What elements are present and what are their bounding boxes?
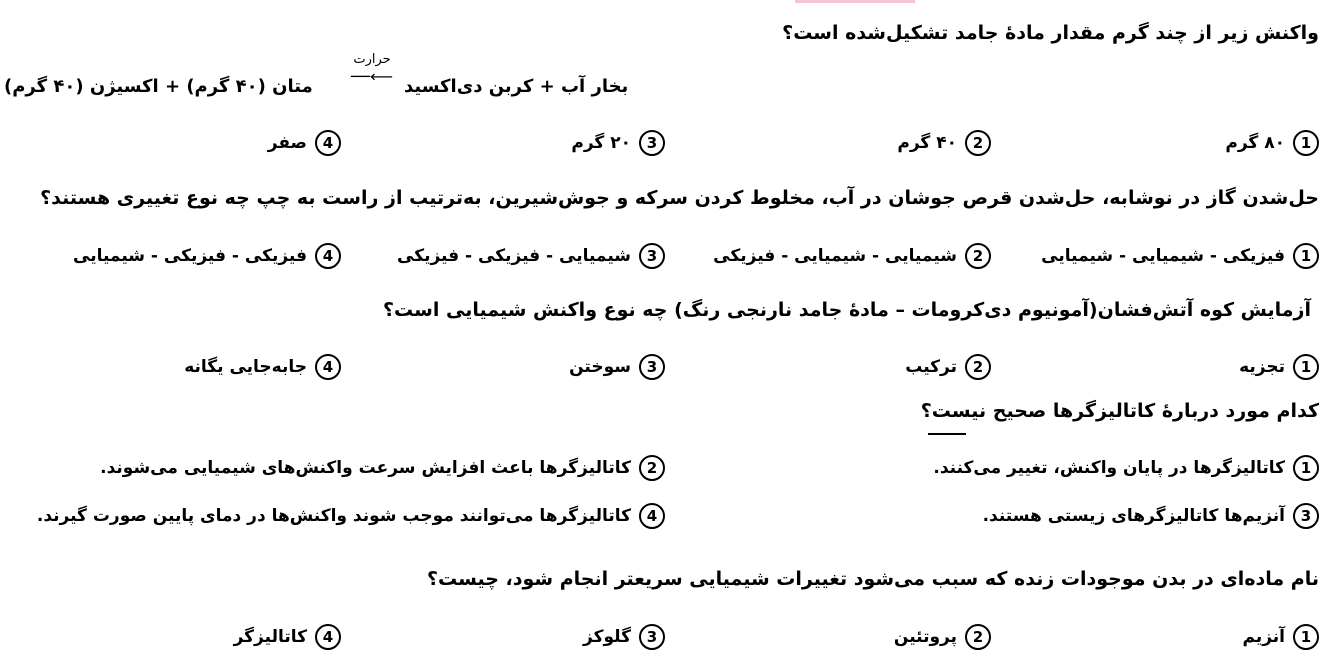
q5-option-1-text: آنزیم	[1242, 627, 1285, 647]
question-1-text: واکنش زیر از چند گرم مقدار مادهٔ جامد تشکیل‌شده است؟	[782, 22, 1319, 44]
q5-option-3-text: گلوکز	[583, 627, 631, 647]
q4-option-2-text: کاتالیزگرها باعث افزایش سرعت واکنش‌های شیمیایی می‌شوند.	[100, 458, 631, 478]
q3-option-4[interactable]	[184, 354, 341, 380]
reaction-condition: حرارت	[353, 52, 391, 67]
decorative-mark	[795, 0, 915, 3]
q4-option-4[interactable]	[37, 503, 665, 529]
reaction-arrow	[342, 52, 402, 86]
q1-option-2-text: ۴۰ گرم	[897, 133, 957, 153]
q2-option-2[interactable]	[713, 243, 991, 269]
q1-option-4-text: صفر	[267, 133, 307, 153]
q3-option-1-text: تجزیه	[1239, 357, 1285, 377]
option-number-badge: 3	[639, 624, 665, 650]
negation-underline	[928, 433, 966, 435]
option-number-badge: 4	[639, 503, 665, 529]
equation-products: بخار آب + کربن دی‌اکسید	[404, 76, 629, 97]
q2-option-3-text: شیمیایی - فیزیکی - فیزیکی	[397, 246, 631, 266]
question-3-text: آزمایش کوه آتش‌فشان(آمونیوم دی‌کرومات – مادهٔ جامد نارنجی رنگ) چه نوع واکنش شیمیایی است؟	[383, 299, 1311, 321]
q2-option-3[interactable]	[397, 243, 665, 269]
option-number-badge: 3	[639, 243, 665, 269]
option-number-badge: 1	[1293, 243, 1319, 269]
q3-option-3-text: سوختن	[569, 357, 631, 377]
q5-option-2-text: پروتئین	[893, 627, 957, 647]
option-number-badge: 4	[315, 130, 341, 156]
q5-option-4[interactable]	[234, 624, 341, 650]
q4-option-3-text: آنزیم‌ها کاتالیزگرهای زیستی هستند.	[982, 506, 1285, 526]
q4-option-2[interactable]	[100, 455, 665, 481]
arrow-icon: ⟵──	[350, 67, 394, 86]
q1-option-1-text: ۸۰ گرم	[1225, 133, 1285, 153]
option-number-badge: 2	[965, 130, 991, 156]
option-number-badge: 4	[315, 624, 341, 650]
equation-reactants: متان (۴۰ گرم) + اکسیژن (۴۰ گرم)	[4, 76, 313, 97]
option-number-badge: 1	[1293, 455, 1319, 481]
question-5-text: نام ماده‌ای در بدن موجودات زنده که سبب می‌شود تغییرات شیمیایی سریعتر انجام شود، چیست؟	[426, 568, 1319, 590]
q1-option-4[interactable]	[268, 130, 341, 156]
option-number-badge: 3	[639, 354, 665, 380]
q5-option-2[interactable]	[894, 624, 991, 650]
q2-option-4[interactable]	[73, 243, 341, 269]
option-number-badge: 2	[639, 455, 665, 481]
option-number-badge: 4	[315, 354, 341, 380]
option-number-badge: 2	[965, 624, 991, 650]
q5-option-1[interactable]	[1243, 624, 1320, 650]
option-number-badge: 1	[1293, 130, 1319, 156]
option-number-badge: 2	[965, 243, 991, 269]
q3-option-2-text: ترکیب	[905, 357, 957, 377]
option-number-badge: 3	[639, 130, 665, 156]
q3-option-4-text: جابه‌جایی یگانه	[184, 357, 307, 377]
q4-option-4-text: کاتالیزگرها می‌توانند موجب شوند واکنش‌ها در دمای پایین صورت گیرند.	[36, 506, 631, 526]
q2-option-1[interactable]	[1041, 243, 1319, 269]
q1-option-3-text: ۲۰ گرم	[571, 133, 631, 153]
option-number-badge: 3	[1293, 503, 1319, 529]
q4-option-1[interactable]	[933, 455, 1319, 481]
q1-option-1[interactable]	[1225, 130, 1319, 156]
q1-option-3[interactable]	[571, 130, 665, 156]
q3-option-1[interactable]	[1239, 354, 1319, 380]
option-number-badge: 2	[965, 354, 991, 380]
q4-option-3[interactable]	[983, 503, 1319, 529]
q2-option-2-text: شیمیایی - شیمیایی - فیزیکی	[713, 246, 957, 266]
question-4-text: کدام مورد دربارهٔ کاتالیزگرها صحیح نیست؟	[920, 400, 1319, 422]
option-number-badge: 1	[1293, 624, 1319, 650]
q3-option-2[interactable]	[905, 354, 991, 380]
q2-option-4-text: فیزیکی - فیزیکی - شیمیایی	[73, 246, 307, 266]
q2-option-1-text: فیزیکی - شیمیایی - شیمیایی	[1041, 246, 1285, 266]
question-2-text: حل‌شدن گاز در نوشابه، حل‌شدن قرص جوشان در آب، مخلوط کردن سرکه و جوش‌شیرین، به‌ترتیب از راست به چپ چه نوع تغییری هستند؟	[40, 187, 1319, 209]
q3-option-3[interactable]	[569, 354, 665, 380]
option-number-badge: 1	[1293, 354, 1319, 380]
q5-option-4-text: کاتالیزگر	[233, 627, 307, 647]
q1-option-2[interactable]	[897, 130, 991, 156]
option-number-badge: 4	[315, 243, 341, 269]
q4-option-1-text: کاتالیزگرها در پایان واکنش، تغییر می‌کنند.	[933, 458, 1285, 478]
q5-option-3[interactable]	[583, 624, 665, 650]
